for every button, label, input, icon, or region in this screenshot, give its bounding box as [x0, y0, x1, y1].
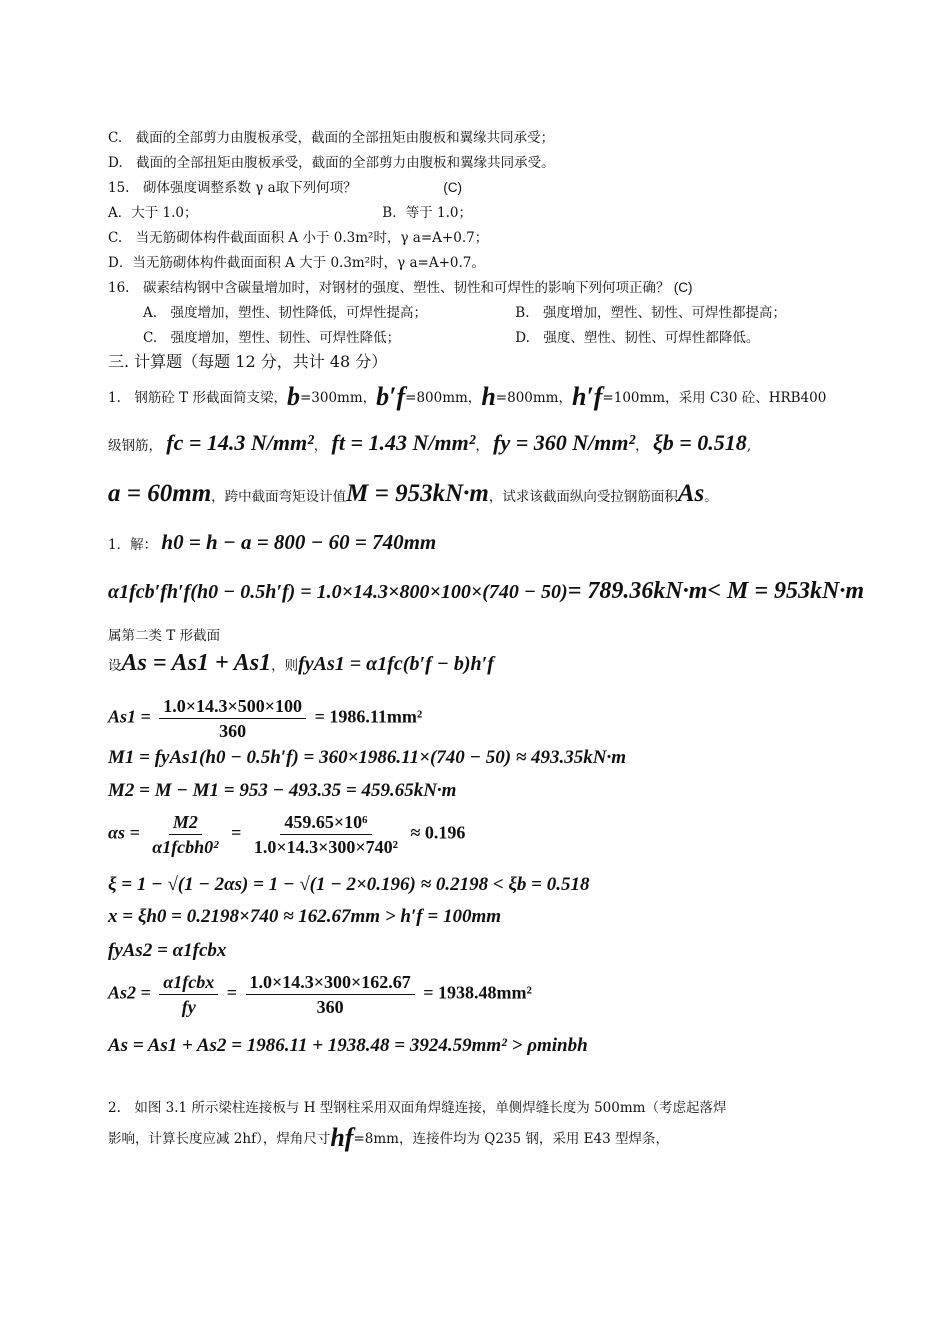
b-symbol: b: [286, 382, 300, 411]
moment-formula: M = 953kN·m: [346, 480, 489, 507]
h-value: =800mm，: [495, 390, 572, 406]
q15-stem-text: 15. 砌体强度调整系数 γ a取下列何项？: [108, 180, 357, 196]
m2-formula: M2 = M − M1 = 953 − 493.35 = 459.65kN·m: [108, 780, 457, 801]
as-total-formula: As = As1 + As2 = 1986.11 + 1938.48 = 3924.59mm² > ρminbh: [108, 1035, 588, 1056]
alpha-denominator2: 1.0×14.3×300×740²: [253, 837, 399, 857]
as2-fraction2: [246, 970, 415, 1019]
check-result: = 789.36kN·m< M = 953kN·m: [567, 578, 865, 604]
solution1-check: [108, 576, 864, 609]
let-then: ，则: [271, 658, 299, 674]
solution1-label: 1．解：: [108, 537, 158, 553]
as2-result: = 1938.48mm²: [423, 982, 532, 1003]
as2-numerator1: α1fcbx: [159, 970, 218, 995]
solution1-h0: [108, 528, 436, 559]
q15-options-ab: [108, 203, 472, 223]
problem1-steel: 级钢筋，: [108, 438, 162, 454]
q15-stem: [108, 178, 462, 198]
bf-symbol: b′f: [376, 382, 406, 411]
as2-denominator1: fy: [181, 997, 196, 1017]
problem1-question: ，试求该截面纵向受拉钢筋面积: [488, 489, 678, 505]
q16-stem-text: 16. 碳素结构钢中含碳量增加时，对钢材的强度、塑性、韧性和可焊性的影响下列何项正确？: [108, 280, 670, 296]
hf-weld-symbol: hf: [330, 1123, 354, 1152]
let-prefix: 设: [108, 658, 122, 674]
alpha-numerator2: 459.65×10⁶: [280, 810, 371, 835]
as2-denominator2: 360: [316, 997, 344, 1017]
alpha-result: ≈ 0.196: [410, 822, 466, 843]
q16-answer: (C): [673, 280, 693, 295]
problem1-moment-text: ，跨中截面弯矩设计值: [211, 489, 347, 505]
q16-option-d: D. 强度、塑性、韧性、可焊性都降低。: [515, 330, 760, 346]
problem2-line1: 2. 如图 3.1 所示梁柱连接板与 H 型钢柱采用双面角焊缝连接，单侧焊缝长度为 500mm（考虑起落焊: [108, 1100, 727, 1116]
alpha-equals: =: [231, 822, 242, 843]
check-formula: α1fcb′fh′f(h0 − 0.5h′f) = 1.0×14.3×800×100×(740 − 50): [108, 581, 568, 603]
section-title: 三. 计算题（每题 12 分，共计 48 分）: [108, 352, 388, 371]
problem1-line3: [108, 478, 718, 513]
as2-fraction1: [159, 970, 218, 1019]
as2-numerator2: 1.0×14.3×300×162.67: [246, 970, 415, 995]
problem1-period: 。: [704, 489, 718, 505]
q16-option-c: C. 强度增加，塑性、韧性、可焊性降低；: [143, 330, 401, 346]
q15-answer: (C): [443, 180, 463, 195]
fc-formula: fc = 14.3 N/mm²: [166, 430, 314, 455]
h0-formula: h0 = h − a = 800 − 60 = 740mm: [161, 530, 437, 554]
q16-option-a: A. 强度增加，塑性、韧性降低，可焊性提高；: [143, 305, 428, 321]
h-symbol: h: [481, 382, 496, 411]
hf-symbol: h′f: [571, 382, 603, 411]
q14-option-c: C. 截面的全部剪力由腹板承受，截面的全部扭矩由腹板和翼缘共同承受；: [108, 130, 555, 146]
alpha-denominator1: α1fcbh0²: [152, 837, 219, 857]
ft-formula: ft = 1.43 N/mm²: [331, 430, 476, 455]
q15-option-c: C. 当无筋砌体构件截面面积 A 小于 0.3m²时，γ a=A+0.7；: [108, 230, 489, 246]
xib-formula: ξb = 0.518: [652, 430, 747, 455]
as-symbol: As: [677, 480, 705, 507]
alpha-fraction2: [250, 810, 402, 859]
bf-value: =800mm，: [405, 390, 482, 406]
as1-row: [108, 694, 422, 743]
as1-result: = 1986.11mm²: [314, 706, 423, 727]
problem2-end: =8mm，连接件均为 Q235 钢，采用 E43 型焊条，: [353, 1131, 669, 1147]
q16-options-cd: [143, 328, 759, 348]
a-formula: a = 60mm: [108, 480, 212, 507]
solution1-let: [108, 648, 494, 681]
as1-numerator: 1.0×14.3×500×100: [159, 694, 306, 719]
let-formula: As = As1 + As1: [121, 650, 272, 676]
q15-option-a: A．大于 1.0；: [108, 205, 198, 221]
as2-equals: =: [226, 982, 237, 1003]
alpha-numerator1: M2: [169, 810, 202, 835]
q15-option-b: B．等于 1.0；: [382, 205, 472, 221]
problem2-prefix: 影响，计算长度应减 2hf），焊角尺寸: [108, 1131, 331, 1147]
xi-formula: ξ = 1 − √(1 − 2αs) = 1 − √(1 − 2×0.196) ≈ 0.2198 < ξb = 0.518: [108, 874, 590, 895]
equilibrium-formula: fyAs2 = α1fcbx: [108, 940, 227, 961]
as2-lhs: As2 =: [108, 982, 151, 1003]
problem1-line1: [108, 383, 826, 412]
alpha-fraction1: [148, 810, 222, 859]
problem1-intro: 1. 钢筋砼 T 形截面简支梁，: [108, 390, 287, 406]
hf-value: =100mm，采用 C30 砼、HRB400: [602, 390, 827, 406]
problem1-line2: 级钢筋， fc = 14.3 N/mm²， ft = 1.43 N/mm²， fy = 360 N/mm²， ξb = 0.518,: [108, 430, 752, 455]
q16-stem: [108, 278, 693, 298]
let-formula2: fyAs1 = α1fc(b′f − b)h′f: [298, 653, 494, 675]
x-formula: x = ξh0 = 0.2198×740 ≈ 162.67mm > h′f = 100mm: [108, 906, 502, 927]
problem2-line2: [108, 1124, 669, 1153]
q15-option-d: D．当无筋砌体构件截面面积 A 大于 0.3m²时，γ a=A+0.7。: [108, 255, 485, 271]
as1-fraction: [159, 694, 306, 743]
alpha-row: [108, 810, 465, 859]
as1-lhs: As1 =: [108, 706, 151, 727]
q16-options-ab: [143, 303, 786, 323]
alpha-lhs: αs =: [108, 822, 140, 843]
solution1-type2: 属第二类 T 形截面: [108, 628, 221, 644]
q16-option-b: B. 强度增加，塑性、韧性、可焊性都提高；: [515, 305, 787, 321]
fy-formula: fy = 360 N/mm²: [493, 430, 636, 455]
as2-row: [108, 970, 532, 1019]
q14-option-d: D. 截面的全部扭矩由腹板承受，截面的全部剪力由腹板和翼缘共同承受。: [108, 155, 555, 171]
b-value: =300mm，: [299, 390, 377, 406]
m1-formula: M1 = fyAs1(h0 − 0.5h′f) = 360×1986.11×(740 − 50) ≈ 493.35kN·m: [108, 747, 627, 768]
as1-denominator: 360: [219, 721, 247, 741]
